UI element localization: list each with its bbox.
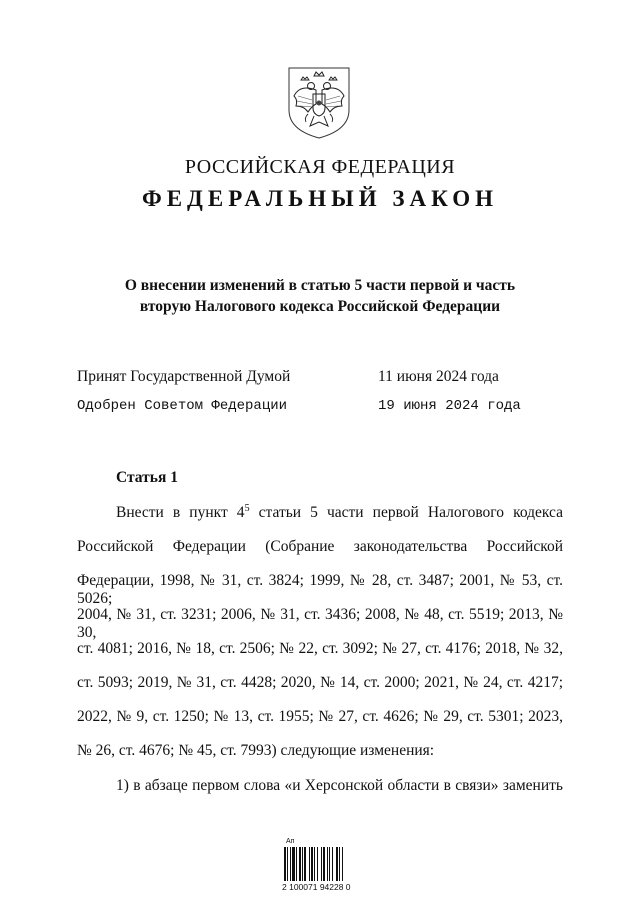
approved-by-council-date: 19 июня 2024 года — [378, 398, 521, 414]
article-text-line: 1) в абзаце первом слова «и Херсонской области в связи» заменить — [116, 777, 563, 794]
article-text-part: статьи 5 части первой Налогового кодекса — [249, 504, 563, 521]
article-text-line: 2022, № 9, ст. 1250; № 13, ст. 1955; № 27, ст. 4626; № 29, ст. 5301; 2023, — [77, 708, 563, 725]
law-title-line-2: вторую Налогового кодекса Российской Федерации — [139, 298, 501, 315]
article-text-line: Российской Федерации (Собрание законодательства Российской — [77, 538, 563, 555]
article-text-line: ст. 5093; 2019, № 31, ст. 4428; 2020, № 14, ст. 2000; 2021, № 24, ст. 4217; — [77, 674, 563, 691]
article-text-part: Внести в пункт 4 — [116, 504, 245, 521]
adopted-by-duma-label: Принят Государственной Думой — [77, 368, 291, 385]
paragraph-superscript: 5 — [244, 502, 250, 514]
article-text-line: № 26, ст. 4676; № 45, ст. 7993) следующие изменения: — [77, 742, 435, 759]
article-text-line: ст. 4081; 2016, № 18, ст. 2506; № 22, ст. 3092; № 27, ст. 4176; 2018, № 32, — [77, 640, 563, 657]
document-type: ФЕДЕРАЛЬНЫЙ ЗАКОН — [141, 186, 499, 211]
adopted-by-duma-date: 11 июня 2024 года — [378, 368, 499, 385]
article-heading: Статья 1 — [116, 469, 178, 486]
article-text-line: Федерации, 1998, № 31, ст. 3824; 1999, № 28, ст. 3487; 2001, № 53, ст. 5026; — [77, 572, 563, 607]
article-text-line: 2004, № 31, ст. 3231; 2006, № 31, ст. 3436; 2008, № 48, ст. 5519; 2013, № 30, — [77, 606, 563, 641]
registration-mark: Ап — [286, 838, 295, 845]
coat-of-arms-emblem — [286, 66, 352, 140]
barcode-icon — [284, 847, 364, 881]
country-name: РОССИЙСКАЯ ФЕДЕРАЦИЯ — [184, 156, 456, 178]
approved-by-council-label: Одобрен Советом Федерации — [77, 398, 288, 414]
article-text-line — [116, 504, 563, 522]
document-barcode — [282, 838, 362, 894]
law-title — [0, 275, 640, 317]
law-title-line-1: О внесении изменений в статью 5 части первой и часть — [124, 277, 516, 294]
barcode-number: 2 100071 94228 0 — [282, 882, 351, 892]
